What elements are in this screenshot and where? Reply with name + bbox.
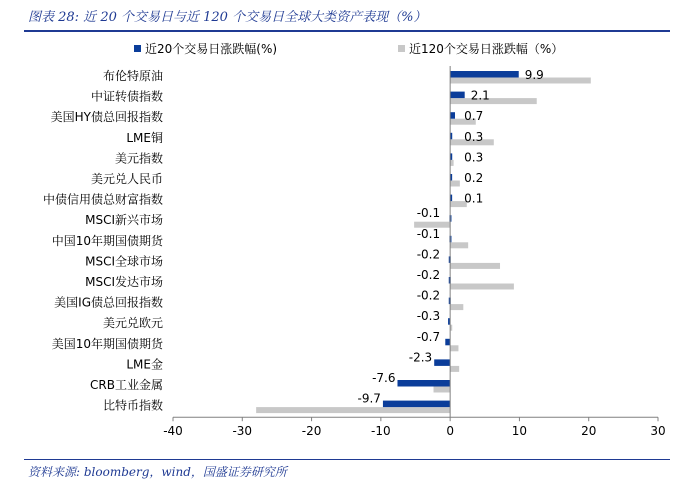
value-label: -0.1 [416, 226, 441, 241]
value-label: 2.1 [470, 88, 490, 103]
category-label: 中国10年期国债期货 [51, 233, 163, 248]
legend-label-20d: 近20个交易日涨跌幅(%) [145, 42, 278, 56]
bar-120d [450, 98, 537, 104]
bar-20d [445, 339, 450, 346]
x-tick-label: -40 [163, 424, 183, 439]
bar-20d [450, 71, 519, 78]
x-tick-label: -10 [371, 424, 391, 439]
bar-120d [450, 345, 458, 351]
value-label: 0.2 [464, 171, 484, 185]
x-tick-label: 0 [446, 424, 454, 439]
category-label: MSCI新兴市场 [85, 213, 163, 228]
x-tick-label: 30 [650, 424, 666, 439]
category-label: LME铜 [126, 130, 163, 145]
source-note: 资料来源: bloomberg，wind，国盛证券研究所 [28, 465, 287, 479]
bar-120d [450, 181, 460, 187]
value-label: 0.7 [464, 109, 484, 124]
bar-120d [450, 304, 463, 310]
value-label: -0.3 [416, 309, 441, 324]
value-label: -0.2 [416, 247, 441, 262]
bar-120d [450, 160, 453, 166]
bar-120d [434, 387, 451, 393]
category-label: MSCI全球市场 [85, 254, 163, 269]
category-label: 中证转债指数 [90, 89, 163, 104]
bar-120d [450, 242, 468, 248]
source-rule [24, 459, 670, 460]
category-label: MSCI发达市场 [85, 275, 163, 289]
category-label: 美元兑人民币 [90, 172, 163, 186]
category-label: CRB工业金属 [90, 378, 163, 392]
value-label: -2.3 [408, 350, 433, 365]
bar-120d [450, 366, 459, 372]
bar-120d [256, 407, 450, 413]
value-label: -0.7 [416, 329, 441, 344]
bar-20d [434, 359, 450, 366]
value-label: 0.3 [464, 129, 484, 144]
legend-label-120d: 近120个交易日涨跌幅（%） [409, 42, 564, 56]
bar-120d [450, 263, 500, 269]
value-label: -0.1 [416, 206, 441, 221]
category-label: 中债信用债总财富指数 [42, 192, 163, 207]
category-label: LME金 [126, 357, 163, 372]
bar-20d [450, 112, 455, 119]
value-label: -0.2 [416, 268, 441, 282]
category-label: 美国IG债总回报指数 [54, 295, 163, 310]
value-label: -0.2 [416, 288, 441, 303]
value-label: -9.7 [357, 391, 381, 406]
bar-120d [450, 284, 514, 290]
value-label: -7.6 [372, 371, 396, 385]
x-tick-label: -20 [301, 424, 322, 439]
x-tick-label: 10 [511, 424, 528, 439]
category-label: 美元兑欧元 [102, 316, 163, 331]
bar-20d [397, 380, 450, 387]
category-label: 美元指数 [114, 151, 163, 166]
category-label: 布伦特原油 [102, 69, 163, 83]
figure-title: 图表 28: 近 20 个交易日与近 120 个交易日全球大类资产表现（%） [28, 10, 427, 25]
x-tick-label: -30 [232, 424, 253, 439]
category-label: 美国HY债总回报指数 [50, 110, 163, 125]
category-label: 美国10年期国债期货 [51, 336, 163, 351]
bar-20d [383, 401, 450, 408]
category-label: 比特币指数 [102, 398, 163, 413]
value-label: 9.9 [524, 68, 544, 82]
bar-120d [450, 78, 591, 84]
x-tick-label: 20 [581, 424, 597, 439]
value-label: 0.1 [464, 191, 484, 206]
value-label: 0.3 [464, 150, 484, 165]
bar-20d [450, 92, 465, 99]
